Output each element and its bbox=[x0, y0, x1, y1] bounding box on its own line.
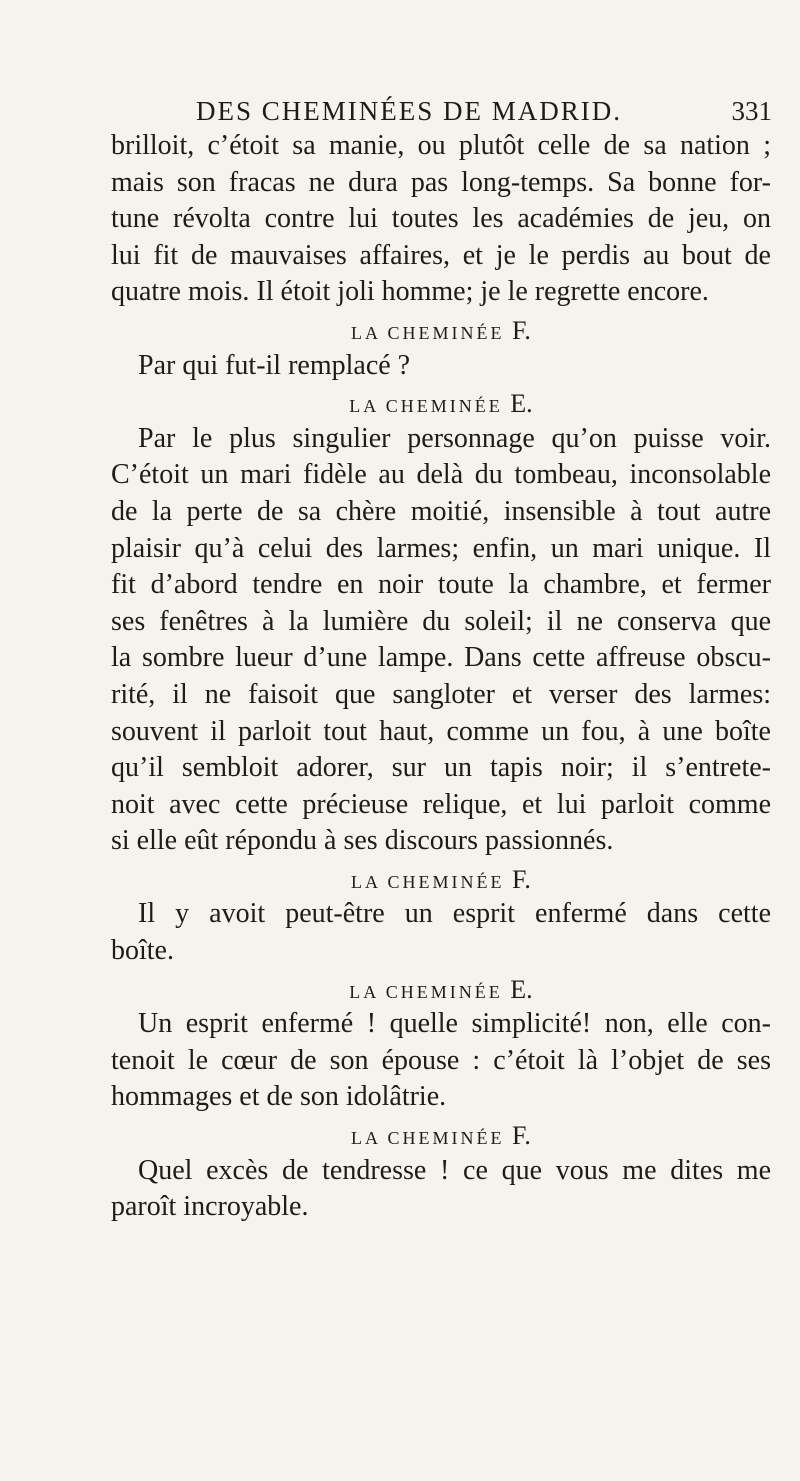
speaker-mark: E. bbox=[510, 389, 533, 419]
text-line: boîte. bbox=[111, 935, 174, 967]
text-line: mais son fracas ne dura pas long-temps. Sa bonne for- bbox=[111, 166, 771, 198]
text-line: tune révolta contre lui toutes les académies de jeu, on bbox=[111, 203, 771, 235]
speaker-heading bbox=[111, 384, 771, 421]
text-line: Par le plus singulier personnage qu’on puisse voir. bbox=[138, 422, 771, 454]
text-line: si elle eût répondu à ses discours passionnés. bbox=[111, 825, 614, 857]
text-line: qu’il sembloit adorer, sur un tapis noir; il s’entrete- bbox=[111, 752, 771, 784]
text-line: noit avec cette précieuse relique, et lui parloit comme bbox=[111, 788, 771, 820]
text-line: Il y avoit peut-être un esprit enfermé dans cette bbox=[138, 898, 771, 930]
speaker-name: LA CHEMINÉE bbox=[351, 322, 505, 343]
speaker-heading bbox=[111, 970, 771, 1007]
text-line: Quel excès de tendresse ! ce que vous me dites me bbox=[138, 1154, 771, 1186]
speaker-name: LA CHEMINÉE bbox=[351, 871, 505, 892]
speaker-heading bbox=[111, 1116, 771, 1153]
running-title: DES CHEMINÉES DE MADRID. bbox=[196, 96, 622, 126]
text-line: ses fenêtres à la lumière du soleil; il ne conserva que bbox=[111, 605, 771, 637]
speaker-name: LA CHEMINÉE bbox=[351, 1128, 505, 1149]
text-line: plaisir qu’à celui des larmes; enfin, un mari unique. Il bbox=[111, 532, 771, 564]
text-line: la sombre lueur d’une lampe. Dans cette affreuse obscu- bbox=[111, 642, 771, 674]
speaker-mark: F. bbox=[512, 315, 531, 345]
text-line: quatre mois. Il étoit joli homme; je le regrette encore. bbox=[111, 276, 709, 308]
speaker-heading bbox=[111, 311, 771, 348]
text-line: hommages et de son idolâtrie. bbox=[111, 1081, 447, 1113]
text-line: de la perte de sa chère moitié, insensible à tout autre bbox=[111, 495, 771, 527]
speaker-name: LA CHEMINÉE bbox=[349, 396, 503, 417]
text-line: rité, il ne faisoit que sangloter et verser des larmes: bbox=[111, 678, 771, 710]
speaker-heading bbox=[111, 860, 771, 897]
text-line: souvent il parloit tout haut, comme un fou, à une boîte bbox=[111, 715, 771, 747]
speaker-name: LA CHEMINÉE bbox=[349, 981, 503, 1002]
page-number: 331 bbox=[731, 96, 772, 126]
text-line: C’étoit un mari fidèle au delà du tombeau, inconsolable bbox=[111, 459, 771, 491]
text-body bbox=[111, 128, 771, 1226]
speaker-mark: E. bbox=[510, 974, 533, 1004]
running-head bbox=[196, 96, 772, 132]
speaker-mark: F. bbox=[512, 1121, 531, 1151]
text-line: paroît incroyable. bbox=[111, 1191, 309, 1223]
speaker-mark: F. bbox=[512, 864, 531, 894]
text-line: Un esprit enfermé ! quelle simplicité! non, elle con- bbox=[138, 1008, 771, 1040]
text-line: lui fit de mauvaises affaires, et je le perdis au bout de bbox=[111, 239, 771, 271]
text-line: brilloit, c’étoit sa manie, ou plutôt celle de sa nation ; bbox=[111, 130, 771, 161]
text-line: Par qui fut-il remplacé ? bbox=[138, 349, 411, 381]
text-line: fit d’abord tendre en noir toute la chambre, et fermer bbox=[111, 569, 771, 601]
text-line: tenoit le cœur de son épouse : c’étoit là l’objet de ses bbox=[111, 1044, 771, 1076]
